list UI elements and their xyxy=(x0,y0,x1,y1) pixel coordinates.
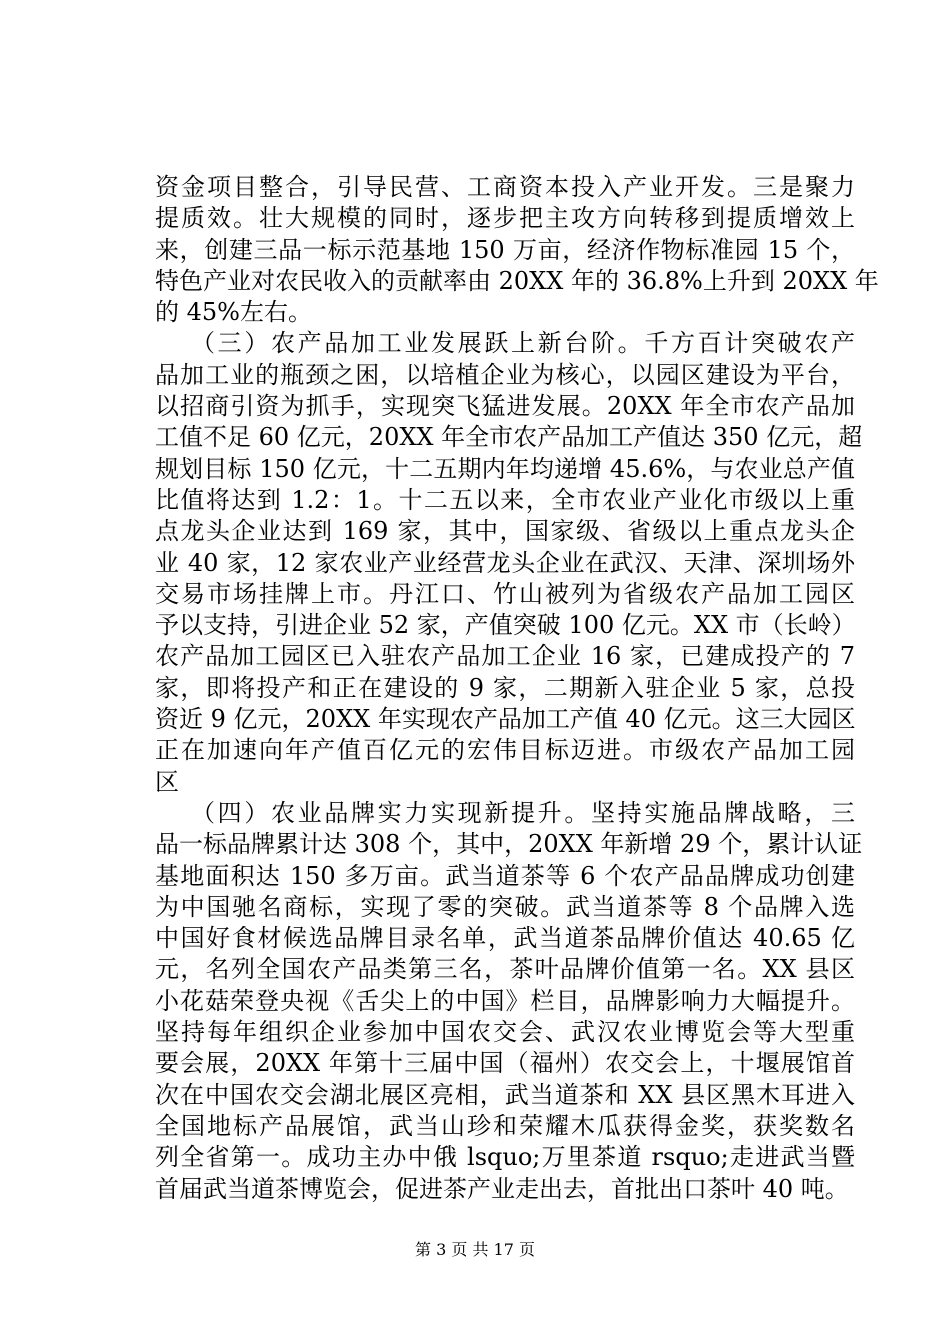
text-line: 资金项目整合，引导民营、工商资本投入产业开发。三是聚力 xyxy=(155,173,855,201)
text-line: 列全省第一。成功主办中俄 lsquo;万里茶道 rsquo;走进武当暨 xyxy=(155,1143,855,1172)
text-line: 品加工业的瓶颈之困，以培植企业为核心，以园区建设为平台， xyxy=(155,360,855,389)
text-line: 首届武当道茶博览会，促进茶产业走出去，首批出口茶叶 40 吨。 xyxy=(155,1174,849,1203)
text-line: （四）农业品牌实力实现新提升。坚持实施品牌战略，三 xyxy=(191,798,855,827)
text-line: 点龙头企业达到 169 家，其中，国家级、省级以上重点龙头企 xyxy=(155,517,855,546)
text-line: 家，即将投产和正在建设的 9 家，二期新入驻企业 5 家，总投 xyxy=(155,673,855,702)
text-line: 农产品加工园区已入驻农产品加工企业 16 家，已建成投产的 7 xyxy=(155,642,855,671)
text-line: 正在加速向年产值百亿元的宏伟目标迈进。市级农产品加工园 xyxy=(155,736,855,765)
text-line: 次在中国农交会湖北展区亮相，武当道茶和 XX 县区黑木耳进入 xyxy=(155,1080,855,1109)
text-line: 予以支持，引进企业 52 家，产值突破 100 亿元。XX 市（长岭） xyxy=(155,611,856,640)
text-line: 来，创建三品一标示范基地 150 万亩，经济作物标准园 15 个， xyxy=(155,235,855,264)
text-line: 坚持每年组织企业参加中国农交会、武汉农业博览会等大型重 xyxy=(155,1018,855,1047)
text-line: 工值不足 60 亿元，20XX 年全市农产品加工产值达 350 亿元，超 xyxy=(155,423,863,452)
page-number-footer: 第 3 页 共 17 页 xyxy=(415,1240,535,1259)
text-line: 中国好食材候选品牌目录名单，武当道茶品牌价值达 40.65 亿 xyxy=(155,924,855,953)
text-line: 全国地标产品展馆，武当山珍和荣耀木瓜获得金奖，获奖数名 xyxy=(155,1111,855,1140)
text-line: 小花菇荣登央视《舌尖上的中国》栏目，品牌影响力大幅提升。 xyxy=(155,986,855,1015)
text-line: 提质效。壮大规模的同时，逐步把主攻方向转移到提质增效上 xyxy=(155,204,855,233)
text-line: 品一标品牌累计达 308 个，其中，20XX 年新增 29 个，累计认证 xyxy=(155,830,863,859)
text-line: 基地面积达 150 多万亩。武当道茶等 6 个农产品品牌成功创建 xyxy=(155,861,855,890)
text-line: 要会展，20XX 年第十三届中国（福州）农交会上，十堰展馆首 xyxy=(155,1049,855,1078)
text-line: 特色产业对农民收入的贡献率由 20XX 年的 36.8%上升到 20XX 年 xyxy=(155,266,879,295)
text-line: 元，名列全国农产品类第三名，茶叶品牌价值第一名。XX 县区 xyxy=(155,955,855,984)
text-line: 规划目标 150 亿元，十二五期内年均递增 45.6%，与农业总产值 xyxy=(155,454,855,483)
text-line: 区 xyxy=(155,767,179,796)
text-line: 为中国驰名商标，实现了零的突破。武当道茶等 8 个品牌入选 xyxy=(155,892,855,921)
text-line: 资近 9 亿元，20XX 年实现农产品加工产值 40 亿元。这三大园区 xyxy=(155,705,856,734)
text-line: 比值将达到 1.2：1。十二五以来，全市农业产业化市级以上重 xyxy=(155,485,855,514)
text-line: （三）农产品加工业发展跃上新台阶。千方百计突破农产 xyxy=(191,329,855,358)
text-line: 交易市场挂牌上市。丹江口、竹山被列为省级农产品加工园区 xyxy=(155,579,855,608)
text-line: 的 45%左右。 xyxy=(155,298,312,327)
text-line: 以招商引资为抓手，实现突飞猛进发展。20XX 年全市农产品加 xyxy=(155,392,855,421)
document-body xyxy=(155,172,879,1205)
text-line: 业 40 家，12 家农业产业经营龙头企业在武汉、天津、深圳场外 xyxy=(155,548,855,577)
